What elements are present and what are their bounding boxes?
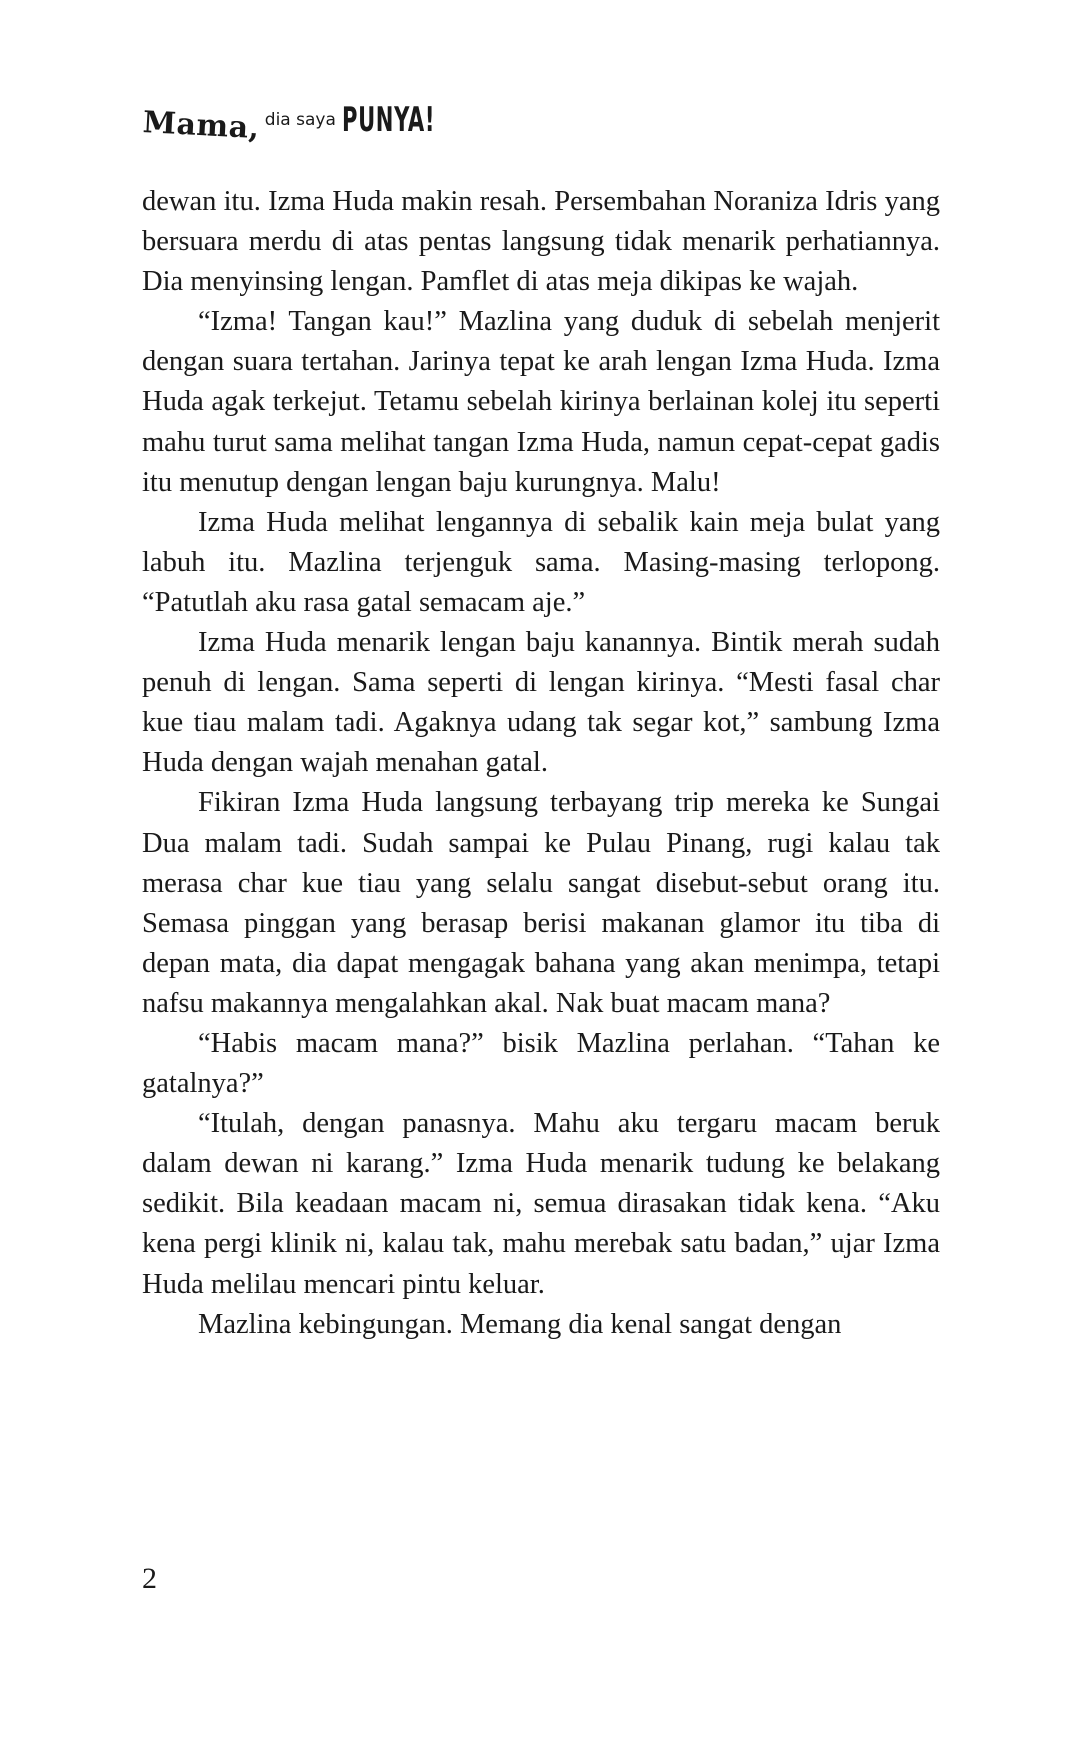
paragraph: Mazlina kebingungan. Memang dia kenal sangat dengan — [198, 1308, 842, 1340]
running-head — [142, 92, 492, 147]
running-head-mama: Mama, — [142, 105, 261, 147]
running-head-dia-saya: dia saya — [264, 110, 336, 130]
paragraph: “Habis macam mana?” bisik Mazlina perlahan. “Tahan ke gatalnya?” — [142, 1027, 940, 1100]
body-text — [142, 182, 940, 1345]
paragraph: Izma Huda melihat lengannya di sebalik kain meja bulat yang labuh itu. Mazlina terjenguk sama. Masing-masing terlopong. “Patutlah aku rasa gatal semacam aje.” — [142, 506, 940, 618]
paragraph: Izma Huda menarik lengan baju kanannya. Bintik merah sudah penuh di lengan. Sama seperti di lengan kirinya. “Mesti fasal char kue tiau malam tadi. Agaknya udang tak segar kot,” sambung Izma Huda dengan wajah menahan gatal. — [142, 627, 940, 779]
page-number: 2 — [142, 1562, 157, 1595]
running-head-punya: PUNYA! — [341, 100, 435, 140]
paragraph: “Itulah, dengan panasnya. Mahu aku tergaru macam beruk dalam dewan ni karang.” Izma Huda menarik tudung ke belakang sedikit. Bila keadaan macam ni, semua dirasakan tidak kena. “Aku kena pergi klinik ni, kalau tak, mahu merebak satu badan,” ujar Izma Huda melilau mencari pintu keluar. — [142, 1108, 940, 1300]
paragraph: “Izma! Tangan kau!” Mazlina yang duduk di sebelah menjerit dengan suara tertahan. Jarinya tepat ke arah lengan Izma Huda. Izma Huda agak terkejut. Tetamu sebelah kirinya berlainan kolej itu seperti mahu turut sama melihat tangan Izma Huda, namun cepat-cepat gadis itu menutup dengan lengan baju kurungnya. Malu! — [142, 306, 940, 498]
paragraph: dewan itu. Izma Huda makin resah. Persembahan Noraniza Idris yang bersuara merdu di atas pentas langsung tidak menarik perhatiannya. Dia menyinsing lengan. Pamflet di atas meja dikipas ke wajah. — [142, 186, 940, 298]
paragraph: Fikiran Izma Huda langsung terbayang trip mereka ke Sungai Dua malam tadi. Sudah sampai ke Pulau Pinang, rugi kalau tak merasa char kue tiau yang selalu sangat disebut-sebut orang itu. Semasa pinggan yang berasap berisi makanan glamor itu tiba di depan mata, dia dapat mengagak bahana yang akan menimpa, tetapi nafsu makannya mengalahkan akal. Nak buat macam mana? — [142, 787, 940, 1019]
